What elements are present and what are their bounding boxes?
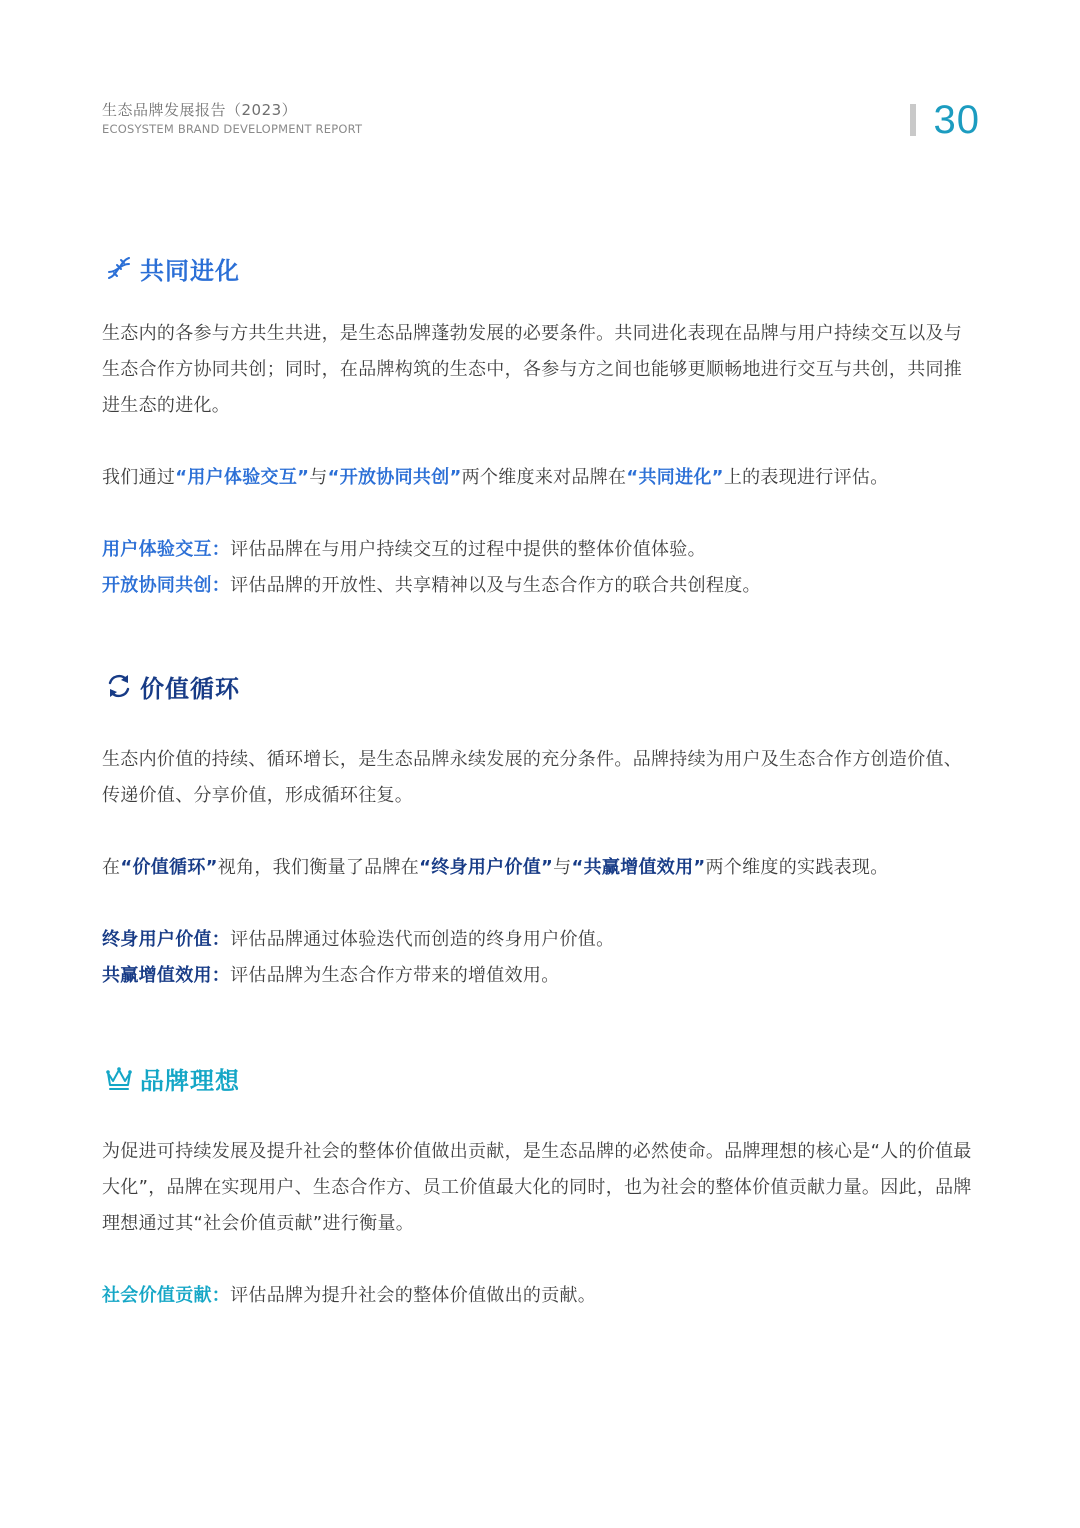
section-heading xyxy=(104,250,978,286)
dimension-keyword: “终身用户价值” xyxy=(419,857,554,878)
sentence-text: 两个维度的实践表现。 xyxy=(705,857,889,878)
section-title: 价值循环 xyxy=(140,674,240,703)
section-heading xyxy=(104,1060,978,1096)
definition-text: 评估品牌为提升社会的整体价值做出的贡献。 xyxy=(230,1285,597,1306)
definition-term: 终身用户价值： xyxy=(102,929,231,950)
crown-icon xyxy=(104,1063,134,1093)
definition-term: 社会价值贡献： xyxy=(102,1285,231,1306)
dimension-keyword: “用户体验交互” xyxy=(175,467,310,488)
page-number-block xyxy=(910,96,981,144)
definition-text: 评估品牌在与用户持续交互的过程中提供的整体价值体验。 xyxy=(230,539,706,560)
dimensions-sentence xyxy=(102,460,978,496)
definition-line xyxy=(102,532,978,568)
cycle-icon xyxy=(104,671,134,701)
report-header xyxy=(102,100,362,137)
section-co-evolution xyxy=(102,250,978,604)
definition-text: 评估品牌为生态合作方带来的增值效用。 xyxy=(230,965,560,986)
sentence-text: 上的表现进行评估。 xyxy=(723,467,889,488)
section-intro: 生态内的各参与方共生共进，是生态品牌蓬勃发展的必要条件。共同进化表现在品牌与用户持续交互以及与生态合作方协同共创；同时，在品牌构筑的生态中，各参与方之间也能够更顺畅地进行交互与共创，共同推进生态的进化。 xyxy=(102,323,963,416)
section-intro: 为促进可持续发展及提升社会的整体价值做出贡献，是生态品牌的必然使命。品牌理想的核心是“人的价值最大化”，品牌在实现用户、生态合作方、员工价值最大化的同时，也为社会的整体价值贡献力量。因此，品牌理想通过其“社会价值贡献”进行衡量。 xyxy=(102,1141,972,1234)
dimension-keyword: “共同进化” xyxy=(626,467,724,488)
page-divider-bar xyxy=(910,104,916,136)
sentence-text: 在 xyxy=(102,857,121,878)
dimension-keyword: “价值循环” xyxy=(120,857,218,878)
sentence-text: 与 xyxy=(553,857,572,878)
report-title: 生态品牌发展报告（2023） xyxy=(102,101,298,119)
section-heading xyxy=(104,668,978,704)
definition-line xyxy=(102,922,978,958)
report-subtitle: ECOSYSTEM BRAND DEVELOPMENT REPORT xyxy=(102,122,363,136)
definition-term: 共赢增值效用： xyxy=(102,965,231,986)
definition-term: 用户体验交互： xyxy=(102,539,231,560)
sentence-text: 与 xyxy=(309,467,328,488)
page-number: 30 xyxy=(933,98,980,142)
definition-text: 评估品牌的开放性、共享精神以及与生态合作方的联合共创程度。 xyxy=(230,575,761,596)
section-title: 品牌理想 xyxy=(140,1066,240,1095)
definition-line xyxy=(102,958,978,994)
section-title: 共同进化 xyxy=(140,256,240,285)
section-intro: 生态内价值的持续、循环增长，是生态品牌永续发展的充分条件。品牌持续为用户及生态合作方创造价值、传递价值、分享价值，形成循环往复。 xyxy=(102,749,963,806)
dimension-keyword: “共赢增值效用” xyxy=(571,857,706,878)
definition-line xyxy=(102,568,978,604)
dimension-keyword: “开放协同共创” xyxy=(327,467,462,488)
definition-line xyxy=(102,1278,978,1314)
dimensions-sentence xyxy=(102,850,978,886)
sentence-text: 两个维度来对品牌在 xyxy=(461,467,627,488)
section-brand-ideal xyxy=(102,1060,978,1314)
definition-text: 评估品牌通过体验迭代而创造的终身用户价值。 xyxy=(230,929,615,950)
sentence-text: 视角，我们衡量了品牌在 xyxy=(217,857,420,878)
dna-icon xyxy=(104,253,134,283)
definition-term: 开放协同共创： xyxy=(102,575,231,596)
sentence-text: 我们通过 xyxy=(102,467,176,488)
section-value-cycle xyxy=(102,668,978,994)
